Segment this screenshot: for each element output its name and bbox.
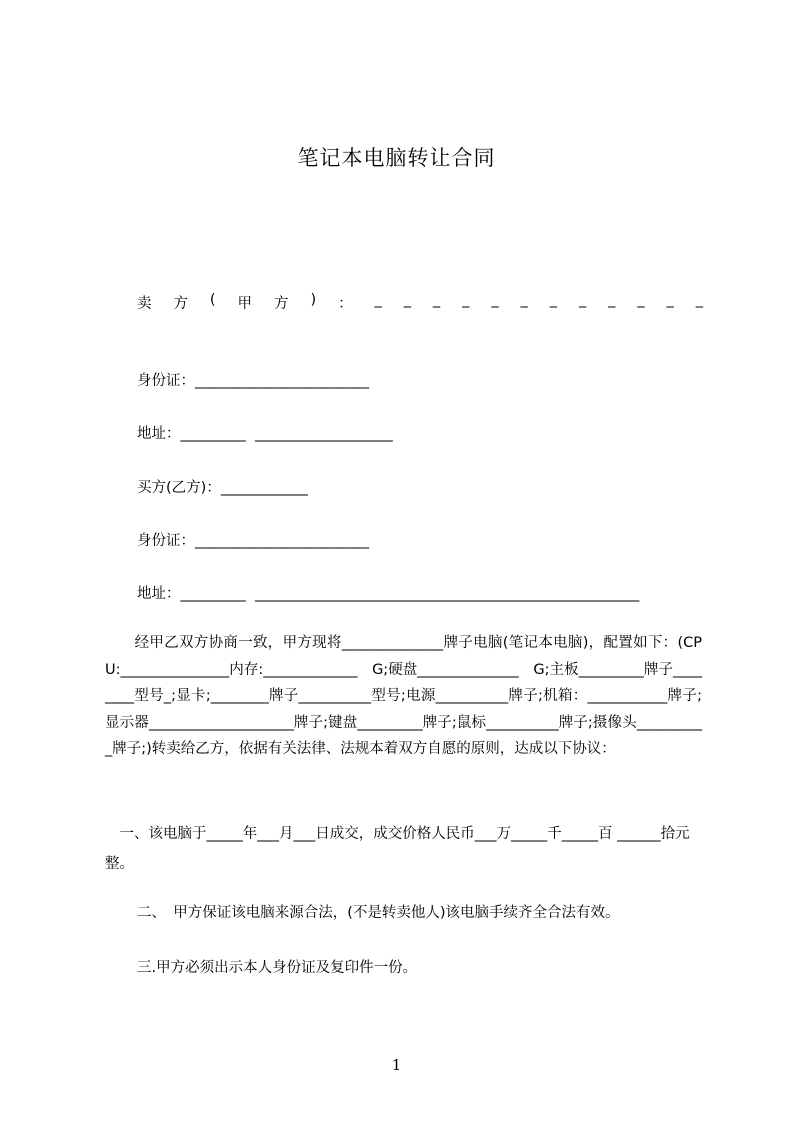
seller-id-line: 身份证：________________________ [137,373,369,389]
buyer-line: 买方(乙方)：____________ [137,480,308,496]
clause-3: 三.甲方必须出示本人身份证及复印件一份。 [137,960,418,976]
seller-line-char: ) [310,292,317,308]
seller-line-char: 卖 [137,296,152,312]
seller-line-char: _ [432,292,441,308]
clause-1: 一、该电脑于_____年___月___日成交，成交价格人民币___万_____千_____百 ______拾元整。 [105,826,690,872]
seller-line-char: _ [462,292,470,308]
seller-address-line: 地址：_________ ___________________ [137,426,393,442]
buyer-address-line: 地址：_________ _____________________________________________________ [137,586,640,602]
document-title: 笔记本电脑转让合同 [297,146,496,170]
seller-line-char: _ [695,292,703,308]
seller-line-char: 甲 [237,296,253,312]
seller-line-char: _ [578,292,587,308]
clause-2: 二、 甲方保证该电脑来源合法，(不是转卖他人)该电脑手续齐全合法有效。 [137,905,620,921]
seller-line [137,292,703,312]
seller-line-char: _ [491,292,499,308]
seller-line-char: 方 [273,296,289,312]
seller-line-char: ( [209,292,216,308]
seller-line-char: _ [549,292,557,308]
seller-line-char: _ [374,292,382,308]
seller-line-char: 方 [173,296,188,312]
seller-line-char: _ [403,292,411,308]
page-number: 1 [391,1056,402,1074]
seller-line-char: _ [608,292,616,308]
seller-line-char: ： [338,296,353,312]
seller-line-char: _ [520,292,528,308]
buyer-id-line: 身份证：________________________ [137,533,369,549]
intro-paragraph: 经甲乙双方协商一致，甲方现将______________牌子电脑(笔记本电脑)，配置如下：(CPU:_______________内存:_____________ G;硬盘______________ G;主板_________牌子________型号_;显卡;________牌子__________型号;电源__________牌子;机箱：___________牌子;显示器____________________牌子;键盘_________牌子;鼠标__________牌子;摄像头__________牌子;)转卖给乙方，依据有关法律、法规本着双方自愿的原则，达成以下协议： [105,635,702,757]
seller-line-char: _ [637,292,645,308]
seller-line-char: _ [666,292,674,308]
